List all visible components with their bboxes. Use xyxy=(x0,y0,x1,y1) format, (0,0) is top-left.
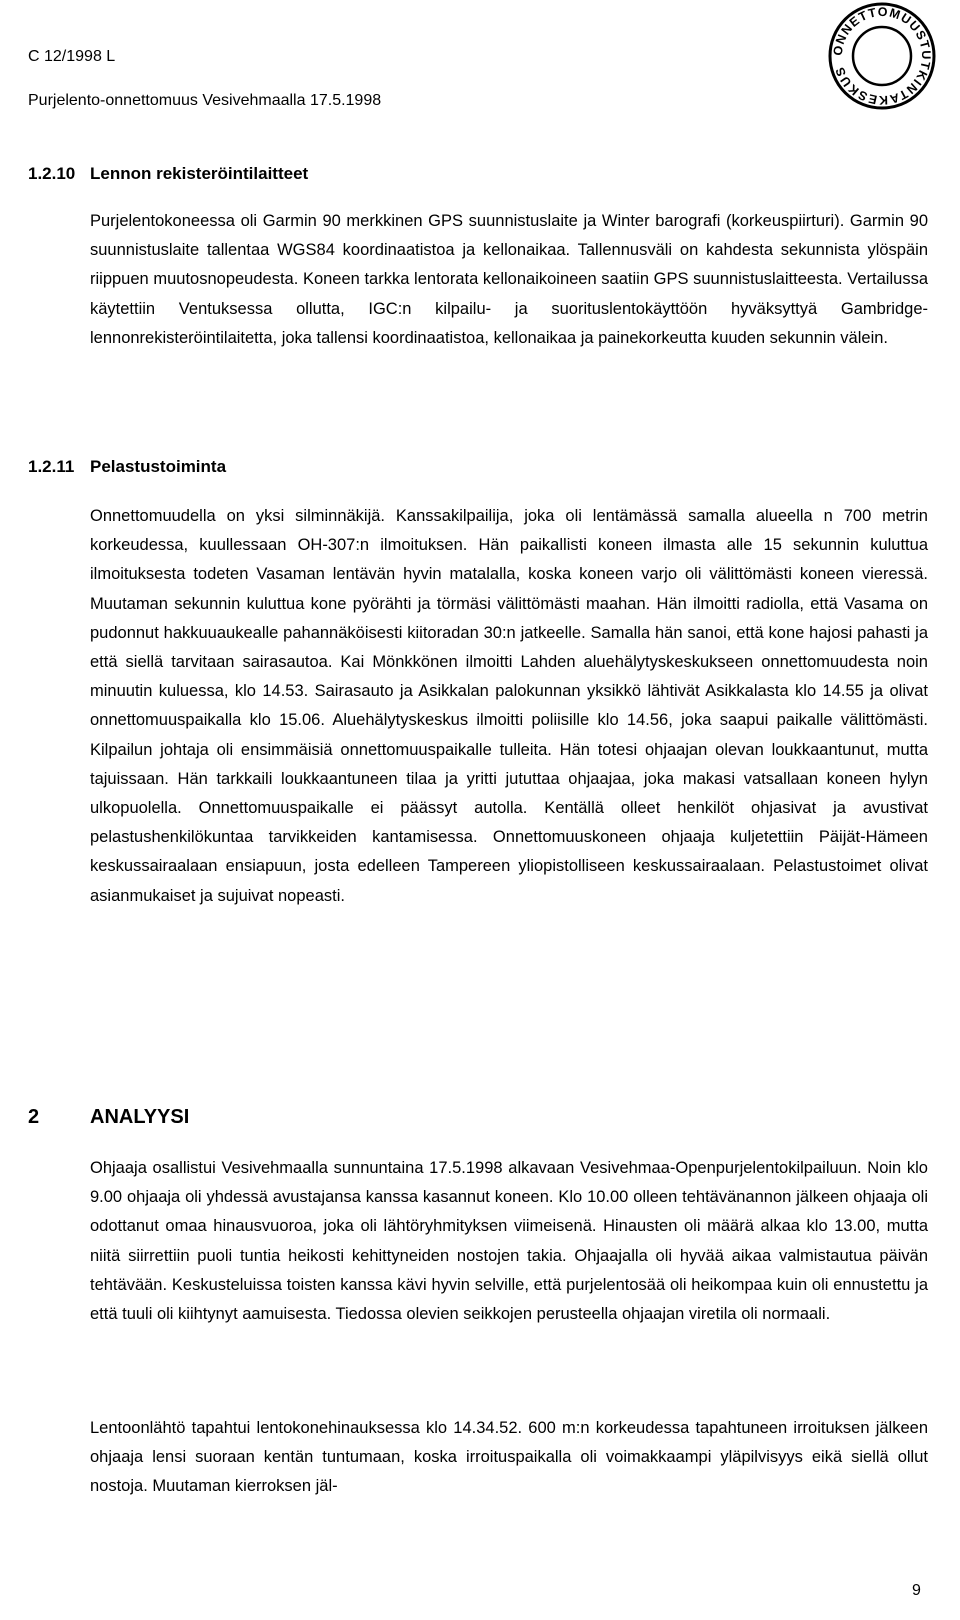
section-heading-1-2-10 xyxy=(28,163,308,185)
seal-text: ONNETTOMUUSTUTKINTAKESKUS xyxy=(830,4,934,108)
paragraph: Lentoonlähtö tapahtui lentokonehinauksessa klo 14.34.52. 600 m:n korkeudessa tapahtuneen irroituksen jälkeen ohjaaja lensi suoraan kentän tuntumaan, koska irroituspaikalla oli voimakkaampi yläpilvisyys eikä siellä ollut nostoja. Muutaman kierroksen jäl- xyxy=(90,1419,928,1496)
agency-seal-logo xyxy=(826,0,938,112)
chapter-title: ANALYYSI xyxy=(90,1106,190,1128)
paragraph: Ohjaaja osallistui Vesivehmaalla sunnuntaina 17.5.1998 alkavaan Vesivehmaa-Openpurjelentokilpailuun. Noin klo 9.00 ohjaaja oli yhdessä avustajansa kanssa kasannut koneen. Klo 10.00 olleen tehtävänannon jälkeen ohjaaja oli odottanut omaa hinausvuoroa, joka oli lähtöryhmityksen viimeisenä. Hinausten oli määrä alkaa klo 13.00, mutta niitä siirrettiin puoli tuntia heikosti kehittyneiden nostojen takia. Ohjaajalla oli hyvää aikaa valmistautua päivän tehtävään. Keskusteluissa toisten kanssa kävi hyvin selville, että purjelentosää oli heikompaa kuin oli ennustettu ja että tuuli oli kiihtynyt aamuisesta. Tiedossa olevien seikkojen perusteella ohjaajan viretila oli normaali. xyxy=(90,1159,928,1324)
section-number: 1.2.11 xyxy=(28,457,75,476)
paragraph: Onnettomuudella on yksi silminnäkijä. Kanssakilpailija, joka oli lentämässä samalla alueella n 700 metrin korkeudessa, kuullessaan OH-307:n ilmoituksen. Hän paikallisti koneen ilmasta alle 15 sekunnin kuluttua ilmoituksesta todeten Vasaman lentävän hyvin matalalla, koska koneen varjo oli välittömästi koneen vieressä. Muutaman sekunnin kuluttua kone pyörähti ja törmäsi välittömästi maahan. Hän ilmoitti radiolla, että Vasama on pudonnut hakkuuaukealle pahannäköisesti kiitoradan 30:n jatkeelle. Samalla hän sanoi, että kone hajosi pahasti ja että siellä tarvitaan sairasautoa. Kai Mönkkönen ilmoitti Lahden aluehälytyskeskukseen onnettomuudesta noin minuutin kuluessa, klo 14.53. Sairasauto ja Asikkalan palokunnan yksikkö lähtivät Asikkalasta klo 14.55 ja olivat onnettomuuspaikalla klo 15.06. Aluehälytyskeskus ilmoitti poliisille klo 14.56, joka saapui paikalle välittömästi. Kilpailun johtaja oli ensimmäisiä onnettomuuspaikalle tulleita. Hän totesi ohjaajan olevan loukkaantunut, mutta tajuissaan. Hän tarkkaili loukkaantuneen tilaa ja yritti jututtaa ohjaajaa, joka makasi vatsallaan koneen hylyn ulkopuolella. Onnettomuuspaikalle ei päässyt autolla. Kentällä olleet henkilöt ohjasivat ja avustivat pelastushenkilökuntaa tarvikkeiden kantamisessa. Onnettomuuskoneen ohjaaja kuljetettiin Päijät-Hämeen keskussairaalaan ensiapuun, josta edelleen Tampereen yliopistolliseen keskussairaalaan. Pelastustoimet olivat asianmukaiset ja sujuivat nopeasti. xyxy=(90,507,928,905)
chapter-heading-2 xyxy=(28,1104,189,1130)
page-number: 9 xyxy=(912,1582,921,1599)
section-title: Lennon rekisteröintilaitteet xyxy=(90,164,309,183)
report-title: Purjelento-onnettomuus Vesivehmaalla 17.5.1998 xyxy=(28,92,382,109)
section-number: 1.2.10 xyxy=(28,164,76,183)
section-title: Pelastustoiminta xyxy=(90,457,227,476)
paragraph: Purjelentokoneessa oli Garmin 90 merkkinen GPS suunnistuslaite ja Winter barografi (korkeuspiirturi). Garmin 90 suunnistuslaite tallentaa WGS84 koordinaatistoa ja kellonaikaa. Tallennusväli on kahdesta sekunnista ylöspäin riippuen muutosnopeudesta. Koneen tarkka lentorata kellonaikoineen saatiin GPS suunnistuslaitteesta. Vertailussa käytettiin Ventuksessa ollutta, IGC:n kilpailu- ja suorituslentokäyttöön hyväksyttyä Gambridge-lennonrekisteröintilaitetta, joka tallensi koordinaatistoa, kellonaikaa ja painekorkeutta kuuden sekunnin välein. xyxy=(90,212,928,347)
section-heading-1-2-11 xyxy=(28,456,226,478)
report-id: C 12/1998 L xyxy=(28,48,116,65)
chapter-number: 2 xyxy=(28,1106,40,1128)
